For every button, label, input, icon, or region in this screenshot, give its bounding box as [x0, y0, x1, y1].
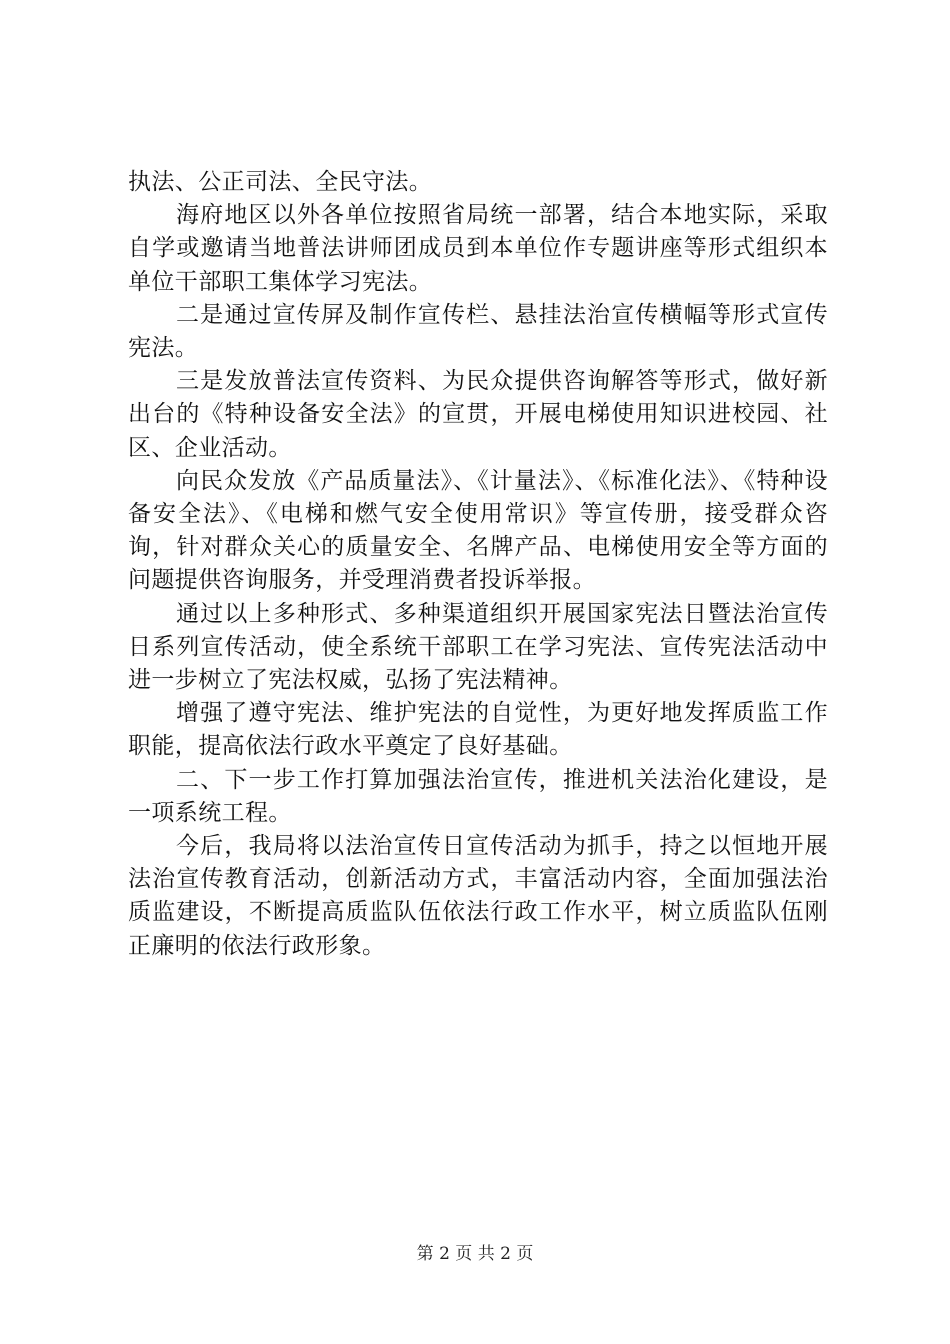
paragraph: 二是通过宣传屏及制作宣传栏、悬挂法治宣传横幅等形式宣传宪法。: [128, 301, 828, 362]
paragraph: 海府地区以外各单位按照省局统一部署，结合本地实际，采取自学或邀请当地普法讲师团成员到本单位作专题讲座等形式组织本单位干部职工集体学习宪法。: [128, 202, 828, 295]
paragraph: 通过以上多种形式、多种渠道组织开展国家宪法日暨法治宣传日系列宣传活动，使全系统干部职工在学习宪法、宣传宪法活动中进一步树立了宪法权威，弘扬了宪法精神。: [128, 600, 828, 694]
page-number-footer: 第 2 页 共 2 页: [416, 1244, 534, 1264]
paragraph: 三是发放普法宣传资料、为民众提供咨询解答等形式，做好新出台的《特种设备安全法》的宣贯，开展电梯使用知识进校园、社区、企业活动。: [128, 368, 828, 461]
document-body: [128, 166, 828, 963]
paragraph: 向民众发放《产品质量法》、《计量法》、《标准化法》、《特种设备安全法》、《电梯和燃气安全使用常识》等宣传册，接受群众咨询，针对群众关心的质量安全、名牌产品、电梯使用安全等方面的问题提供咨询服务，并受理消费者投诉举报。: [128, 467, 828, 594]
paragraph: 二、下一步工作打算加强法治宣传，推进机关法治化建设，是一项系统工程。: [128, 766, 828, 826]
paragraph: 执法、公正司法、全民守法。: [128, 169, 433, 195]
paragraph: 增强了遵守宪法、维护宪法的自觉性，为更好地发挥质监工作职能，提高依法行政水平奠定了良好基础。: [128, 700, 828, 760]
paragraph: 今后，我局将以法治宣传日宣传活动为抓手，持之以恒地开展法治宣传教育活动，创新活动方式，丰富活动内容，全面加强法治质监建设，不断提高质监队伍依法行政工作水平，树立质监队伍刚正廉明的依法行政形象。: [128, 833, 828, 959]
